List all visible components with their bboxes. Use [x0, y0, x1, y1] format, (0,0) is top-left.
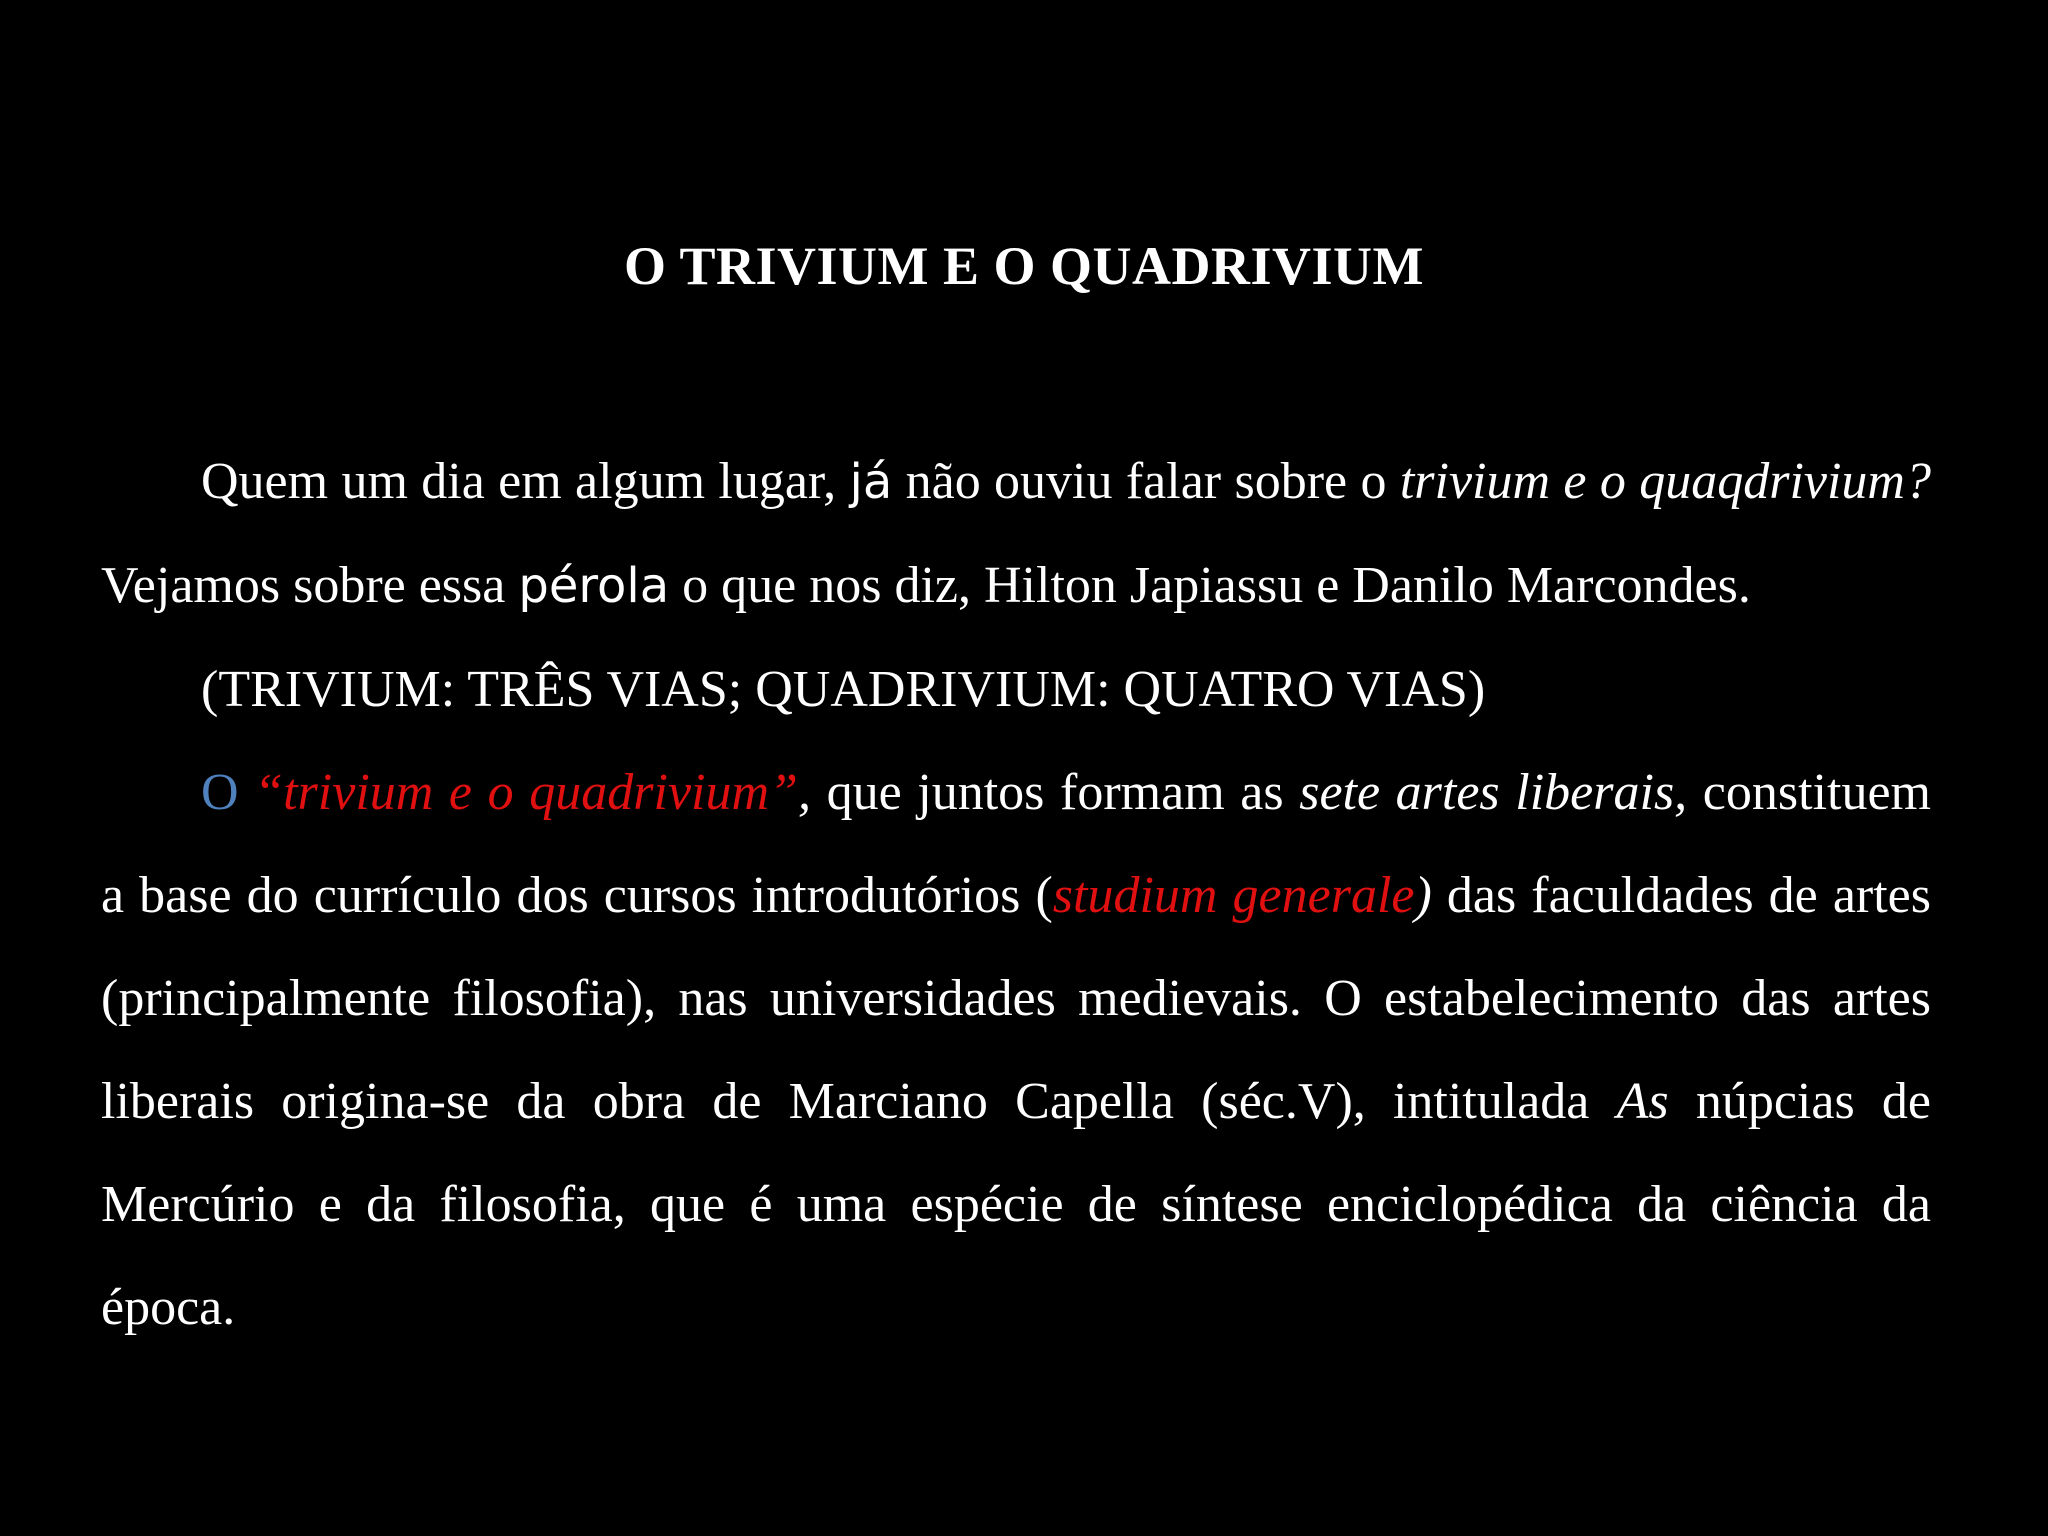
- paragraph-intro: [101, 430, 1931, 638]
- main-text-1: que juntos formam as: [810, 764, 1300, 821]
- intro-text-2: não ouviu falar sobre o: [892, 453, 1400, 510]
- main-text-quote: “trivium e o quadrivium”: [238, 764, 798, 821]
- intro-text-perola: pérola: [518, 558, 670, 614]
- paragraph-definition: (TRIVIUM: TRÊS VIAS; QUADRIVIUM: QUATRO VIAS): [201, 661, 1486, 718]
- main-text-studium: studium generale: [1052, 867, 1415, 924]
- slide-body: [101, 430, 1931, 1359]
- main-text-as: As: [1616, 1073, 1669, 1130]
- paragraph-main: [101, 741, 1931, 1359]
- intro-text-italic: trivium e o quaqdrivium?: [1399, 453, 1931, 510]
- intro-text-4: o que nos diz, Hilton Japiassu e Danilo Marcondes.: [669, 557, 1751, 614]
- main-text-o: O: [201, 764, 239, 821]
- main-text-comma: ,: [797, 764, 811, 821]
- slide-title: O TRIVIUM E O QUADRIVIUM: [623, 236, 1425, 296]
- main-text-3: das faculdades de artes (principalmente filosofia), nas universidades medievais. O estabelecimento das artes liberais origina-se da obra de Marciano Capella (séc.V), intitulada: [101, 867, 1931, 1130]
- main-text-2: constituem a base do currículo dos cursos introdutórios (: [101, 764, 1931, 924]
- intro-text-1: Quem um dia em algum lugar,: [201, 453, 850, 510]
- intro-text-ja: já: [849, 454, 893, 510]
- intro-text-3: Vejamos sobre essa: [101, 557, 519, 614]
- main-text-sete-artes: sete artes liberais,: [1299, 764, 1688, 821]
- main-text-4: núpcias de Mercúrio e da filosofia, que é uma espécie de síntese enciclopédica da ciência da época.: [101, 1073, 1931, 1336]
- main-text-paren: ): [1414, 867, 1432, 924]
